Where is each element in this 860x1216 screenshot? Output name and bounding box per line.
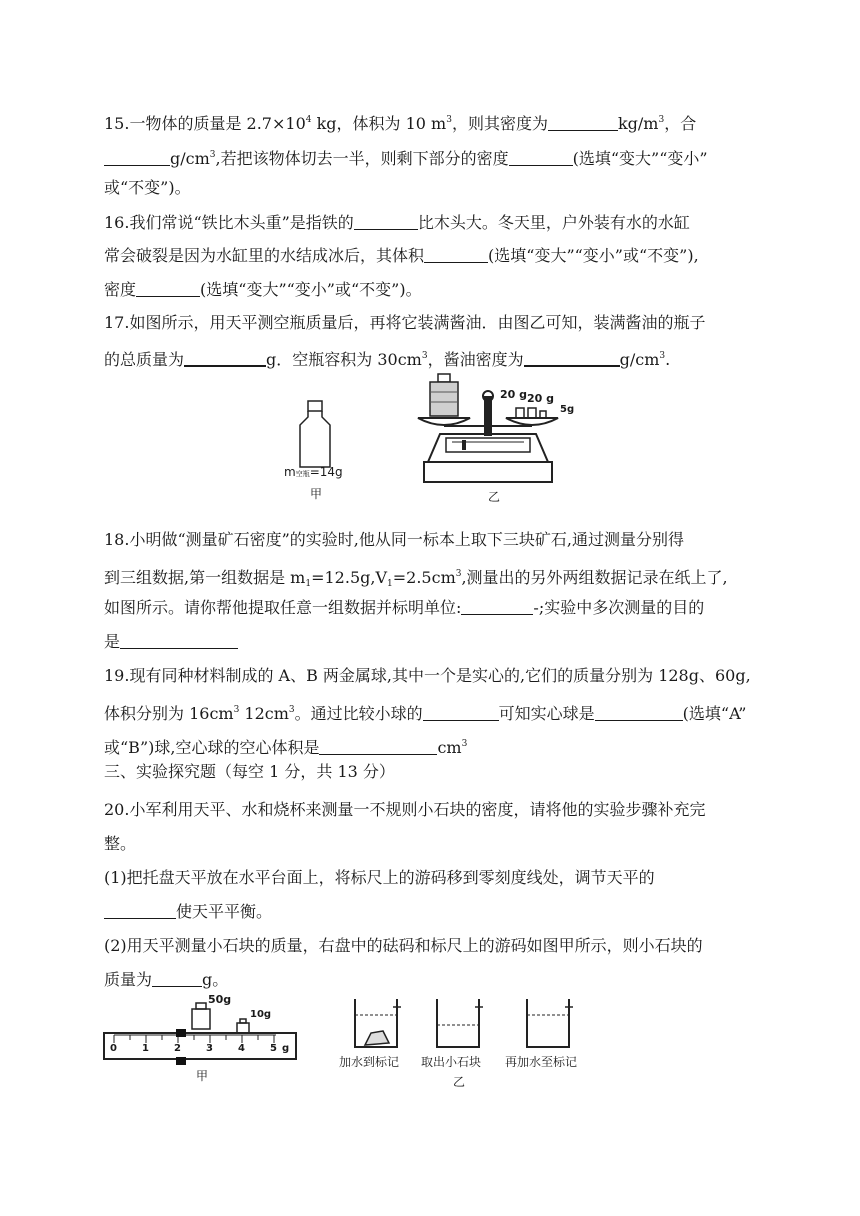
q15-text: ，则其密度为 xyxy=(451,114,548,133)
ruler-tick: 3 xyxy=(206,1043,213,1054)
q16-line-3 xyxy=(104,280,422,300)
q16-text: 常会破裂是因为水缸里的水结成冰后，其体积 xyxy=(104,246,425,265)
q18-text: -;实验中多次测量的目的 xyxy=(533,598,705,617)
answer-blank[interactable] xyxy=(524,351,620,367)
q17-line-2 xyxy=(104,346,670,370)
answer-blank[interactable] xyxy=(152,972,202,987)
answer-blank[interactable] xyxy=(423,706,499,721)
q15-text: (选填“变大”“变小” xyxy=(572,149,708,168)
q18-line-2 xyxy=(104,564,728,594)
figure-caption-jia: 甲 xyxy=(196,1069,209,1083)
q19-text: 可知实心球是 xyxy=(498,704,595,723)
beaker-caption: 加水到标记 xyxy=(339,1055,400,1069)
exponent: 3 xyxy=(233,705,240,715)
q20-step2-line-1: (2)用天平测量小石块的质量，右盘中的砝码和标尺上的游码如图甲所示，则小石块的 xyxy=(104,936,703,955)
q19-line-3 xyxy=(104,734,467,758)
q15-line-1 xyxy=(104,110,696,134)
q18-text: 是 xyxy=(104,632,121,651)
ruler-tick: 5 xyxy=(270,1043,277,1054)
answer-blank[interactable] xyxy=(595,706,683,721)
q15-line-2 xyxy=(104,145,708,169)
beaker-caption: 取出小石块 xyxy=(421,1055,482,1069)
q17-text: ，酱油密度为 xyxy=(427,350,524,369)
q18-text: ,测量出的另外两组数据记录在纸上了, xyxy=(461,568,728,587)
weight-label-10g: 10g xyxy=(250,1009,272,1020)
q15-text: 15.一物体的质量是 2.7×10 xyxy=(104,114,306,133)
q17-text: g．空瓶容积为 30cm xyxy=(266,350,422,369)
answer-blank[interactable] xyxy=(120,634,238,649)
exponent: 3 xyxy=(288,705,295,715)
q18-line-3 xyxy=(104,598,704,618)
unit-text: cm xyxy=(437,738,462,757)
beaker-caption: 再加水至标记 xyxy=(505,1055,578,1069)
answer-blank[interactable] xyxy=(104,904,176,919)
subscript: 1 xyxy=(387,579,393,589)
q15-text: ，合 xyxy=(664,114,697,133)
empty-bottle-icon xyxy=(280,395,370,475)
q20-line-2: 整。 xyxy=(104,834,137,853)
q15-text: ,若把该物体切去一半，则剩下部分的密度 xyxy=(215,149,509,168)
q15-line-3: 或“不变”)。 xyxy=(104,178,191,197)
q16-text: 密度 xyxy=(104,280,137,299)
answer-blank[interactable] xyxy=(509,151,573,166)
weight-label-5g: 5g xyxy=(560,404,575,415)
q20-step1-line-1: (1)把托盘天平放在水平台面上，将标尺上的游码移到零刻度线处，调节天平的 xyxy=(104,868,655,887)
q16-text: 比木头大。冬天里，户外装有水的水缸 xyxy=(417,213,690,232)
q17-line-1: 17.如图所示，用天平测空瓶质量后，再将它装满酱油．由图乙可知，装满酱油的瓶子 xyxy=(104,313,706,332)
q18-line-1: 18.小明做“测量矿石密度”的实验时,他从同一标本上取下三块矿石,通过测量分别得 xyxy=(104,530,684,549)
weight-label-50g: 50g xyxy=(208,993,232,1006)
answer-blank[interactable] xyxy=(461,600,533,615)
exponent: 3 xyxy=(455,569,462,579)
balance-ruler-icon xyxy=(100,995,300,1065)
q19-text: (选填“A” xyxy=(682,704,747,723)
q17-figure-jia xyxy=(280,395,370,505)
q20-line-1: 20.小军利用天平、水和烧杯来测量一不规则小石块的密度，请将他的实验步骤补充完 xyxy=(104,800,706,819)
figure-caption-jia: 甲 xyxy=(310,487,323,501)
weight-label-20g: 20 g xyxy=(527,392,555,405)
q17-text: 的总质量为 xyxy=(104,350,185,369)
answer-blank[interactable] xyxy=(136,282,200,297)
q15-text: kg，体积为 10 m xyxy=(311,114,447,133)
exponent: 3 xyxy=(209,150,216,160)
subscript: 1 xyxy=(305,579,312,589)
q19-text: 体积分别为 16cm xyxy=(104,704,234,723)
empty-bottle-mass-label: m空瓶=14g xyxy=(284,465,343,479)
ruler-tick: 1 xyxy=(142,1043,149,1054)
weight-label-20g: 20 g xyxy=(500,388,528,401)
q18-line-4 xyxy=(104,632,238,652)
q19-line-1: 19.现有同种材料制成的 A、B 两金属球,其中一个是实心的,它们的质量分别为 128g、60g, xyxy=(104,666,751,685)
q18-text: =12.5g,V xyxy=(311,568,388,587)
unit-text: g/cm xyxy=(619,350,660,369)
q20-step2-line-2 xyxy=(104,970,228,990)
answer-blank[interactable] xyxy=(104,151,170,166)
answer-blank[interactable] xyxy=(424,248,488,263)
exponent: 4 xyxy=(305,115,312,125)
exponent: 3 xyxy=(446,115,452,125)
exponent: 3 xyxy=(659,351,666,361)
q20-step1-line-2 xyxy=(104,902,272,922)
balance-scale-icon xyxy=(412,370,575,505)
q19-text: 12cm xyxy=(239,704,289,723)
q20-text: 使天平平衡。 xyxy=(176,902,273,921)
ruler-unit: g xyxy=(282,1043,290,1054)
q20-text: 质量为 xyxy=(104,970,153,989)
ruler-tick: 0 xyxy=(110,1043,117,1054)
section-heading: 三、实验探究题（每空 1 分，共 13 分） xyxy=(104,762,395,781)
q19-text: 。通过比较小球的 xyxy=(294,704,423,723)
q20-text: g。 xyxy=(202,970,229,989)
answer-blank[interactable] xyxy=(354,215,418,230)
answer-blank[interactable] xyxy=(184,351,266,367)
q19-text: 或“B”)球,空心球的空心体积是 xyxy=(104,738,320,757)
answer-blank[interactable] xyxy=(319,740,437,755)
q16-line-1 xyxy=(104,213,690,233)
unit-text: g/cm xyxy=(170,149,210,168)
q16-text: (选填“变大”“变小”或“不变”)。 xyxy=(200,280,422,299)
q16-text: (选填“变大”“变小”或“不变”), xyxy=(488,246,699,265)
ruler-tick: 4 xyxy=(238,1043,245,1054)
q18-text: 如图所示。请你帮他提取任意一组数据并标明单位: xyxy=(104,598,462,617)
answer-blank[interactable] xyxy=(548,116,618,131)
q16-text: 16.我们常说“铁比木头重”是指铁的 xyxy=(104,213,354,232)
ruler-tick: 2 xyxy=(174,1043,181,1054)
unit-text: kg/m xyxy=(617,114,659,133)
q20-figure-yi xyxy=(335,993,595,1093)
q18-text: 到三组数据,第一组数据是 m xyxy=(104,568,306,587)
exponent: 3 xyxy=(421,351,428,361)
exponent: 3 xyxy=(658,115,665,125)
q20-figure-jia xyxy=(100,995,300,1085)
q17-figure-yi xyxy=(412,370,575,505)
q16-line-2 xyxy=(104,246,699,266)
figure-caption-yi: 乙 xyxy=(453,1075,466,1089)
q19-line-2 xyxy=(104,700,746,724)
q18-text: =2.5cm xyxy=(392,568,456,587)
q17-text: . xyxy=(665,350,671,369)
exponent: 3 xyxy=(461,739,468,749)
beakers-icon xyxy=(335,993,595,1053)
figure-caption-yi: 乙 xyxy=(488,490,501,504)
